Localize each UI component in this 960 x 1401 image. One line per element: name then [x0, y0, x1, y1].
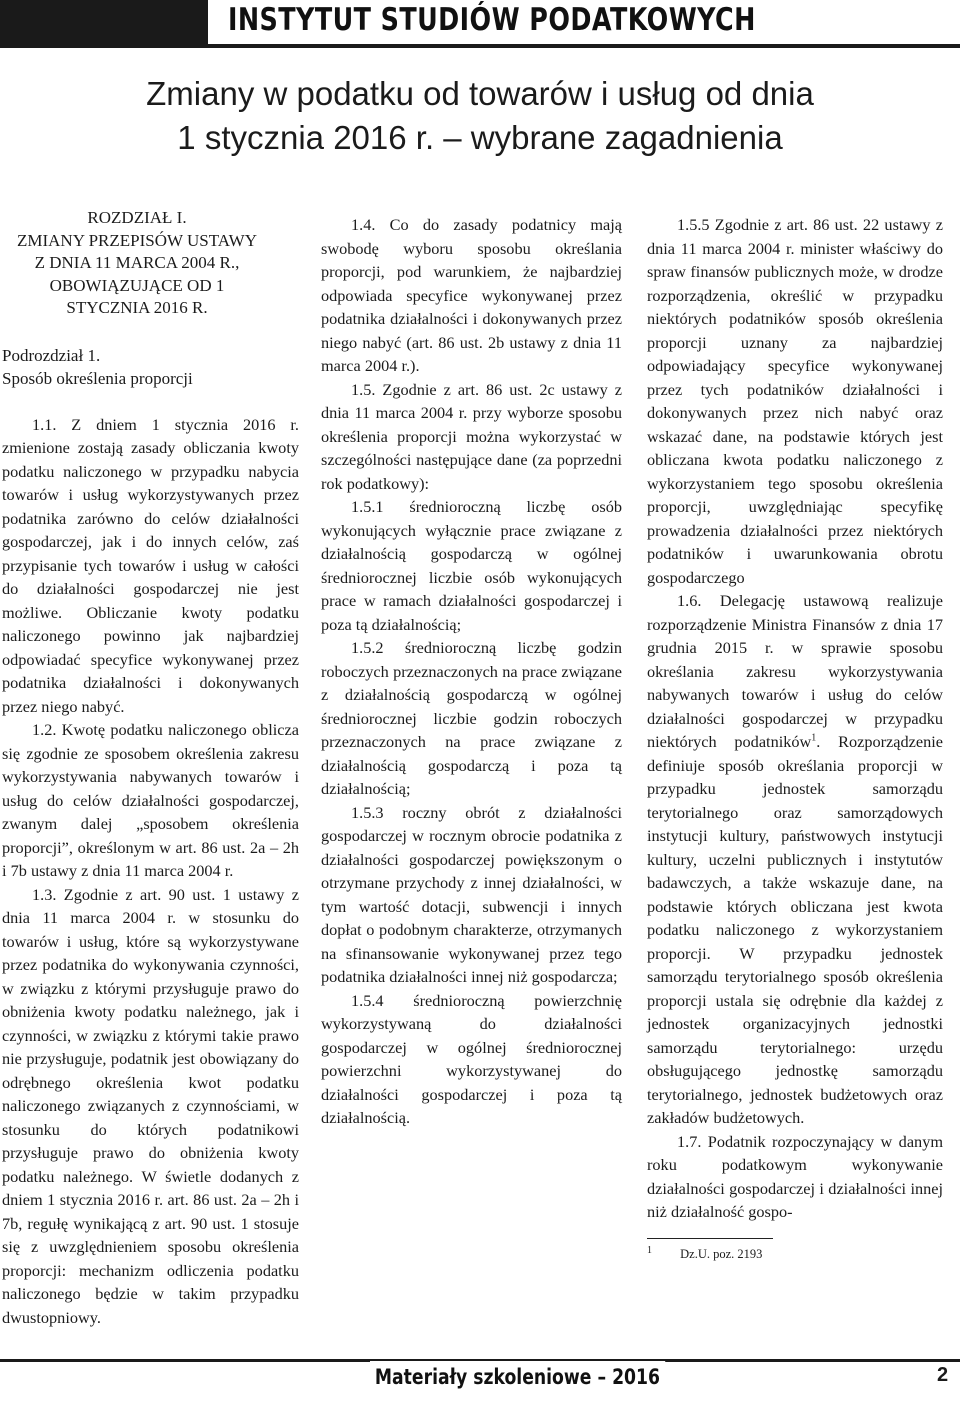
paragraph-1-5-3: 1.5.3 roczny obrót z działalności gospodarczej w rocznym obrocie podatnika z działalności gospodarczej powiększonym o otrzymane przychody z innej działalności, w tym wartość dotacji, subwencji i innych dopłat o podobnym charakterze, otrzymanych na sfinansowanie wykonywanej przez tego podatnika działalności innej niż gospodarcza; — [321, 802, 622, 986]
page-header — [0, 0, 960, 54]
document-title — [0, 72, 960, 160]
chapter-line: ZMIANY PRZEPISÓW USTAWY — [16, 230, 257, 250]
footnote-rule — [647, 1238, 773, 1239]
paragraph-1-5-5: 1.5.5 Zgodnie z art. 86 ust. 22 ustawy z dnia 11 marca 2004 r. minister właściwy do spraw finansów publicznych może, w drodze rozporządzenia, określić w przypadku niektórych podatników sposób określenia proporcji uznany za najbardziej odpowiadający specyfice wykonywanej przez tych podatników działalności i dokonywanych przez nich nabyć oraz wskazać dane, na podstawie których jest obliczana kwota podatku naliczonego z wykorzystaniem tego sposobu określenia proporcji, uwzględniając specyfikę prowadzenia działalności przez niektórych podatników i uwarunkowania obrotu gospodarczego — [647, 215, 943, 587]
title-line-1: Zmiany w podatku od towarów i usług od dnia — [146, 75, 814, 112]
header-title: INSTYTUT STUDIÓW PODATKOWYCH — [228, 2, 756, 38]
footnote — [647, 1245, 943, 1263]
paragraph-1-6-text: 1.6. Delegację ustawową realizuje rozporządzenie Ministra Finansów z dnia 17 grudnia 2015 r. w sprawie sposobu określania zakresu wykorzystywania nabywanych towarów i usług do celów działalności gospodarczej w przypadku niektórych podatników — [647, 591, 943, 751]
paragraph-1-3: 1.3. Zgodnie z art. 90 ust. 1 ustawy z dnia 11 marca 2004 r. w stosunku do towarów i usług, które są wykorzystywane przez podatnika do wykonywania czynności, w związku z którymi przysługuje prawo do obniżenia kwoty podatku należnego, jak i czynności, w związku z którymi takie prawo nie przysługuje, podatnik jest obowiązany do odrębnego określenia kwot podatku naliczonego związanych z czynnościami, w stosunku do których podatnikowi przysługuje prawo do obniżenia kwoty podatku należnego. W świetle dodanych z dniem 1 stycznia 2016 r. art. 86 ust. 2a – 2h i 7b, regułę wynikającą z art. 90 ust. 1 stosuje się z uwzględnieniem sposobu określenia proporcji: mechanizm odliczenia podatku naliczonego będzie w takim przypadku dwustopniowy. — [2, 884, 299, 1327]
text-column-3 — [647, 213, 943, 1263]
paragraph-1-5-2: 1.5.2 średnioroczną liczbę godzin roboczych przeznaczonych na prace związane z działalnością gospodarczą w ogólnej średniorocznej liczbie godzin roboczych przeznaczonych na prace związane z działalnością gospodarczą i poza tą działalnością; — [321, 638, 622, 798]
header-rule — [0, 44, 960, 48]
footnote-number: 1 — [647, 1244, 652, 1256]
chapter-line: STYCZNIA 2016 R. — [66, 298, 208, 317]
paragraph-1-7: 1.7. Podatnik rozpoczynający w danym roku podatkowym wykonywanie działalności gospodarczej i działalności innej niż działalność gospo- — [647, 1131, 943, 1221]
paragraph-1-6 — [647, 589, 943, 1130]
paragraph-1-6-text-cont: . Rozporządzenie definiuje sposób określania proporcji w przypadku jednostek samorządu terytorialnego oraz samorządowych instytucji kultury, państwowych instytucji kultury, uczelni publicznych i instytutów badawczych, a także wskazuje dane, na podstawie których obliczana jest kwota podatku naliczonego z wykorzystaniem proporcji. W przypadku jednostek samorządu terytorialnego sposób określenia proporcji ustala się odrębnie dla każdej z jednostek organizacyjnych jednostki samorządu terytorialnego: urzędu obsługującego jednostkę samorządu terytorialnego, jednostek budżetowych oraz zakładów budżetowych. — [647, 732, 943, 1127]
chapter-line: Z DNIA 11 MARCA 2004 R., — [34, 253, 240, 272]
subchapter-title: Sposób określenia proporcji — [2, 368, 193, 388]
footer-label: Materiały szkoleniowe – 2016 — [370, 1361, 665, 1393]
header-dark-bar — [0, 0, 208, 44]
paragraph-1-5: 1.5. Zgodnie z art. 86 ust. 2c ustawy z dnia 11 marca 2004 r. przy wyborze sposobu określenia proporcji można wykorzystać w szczególności następujące dane (za poprzedni rok podatkowy): — [321, 379, 622, 493]
chapter-line: ROZDZIAŁ I. — [87, 208, 187, 227]
paragraph-1-5-1: 1.5.1 średnioroczną liczbę osób wykonujących wyłącznie prace związane z działalnością gospodarczą w ogólnej średniorocznej liczbie osób wykonujących prace w ramach działalności gospodarczej i poza tą działalnością; — [321, 497, 622, 634]
paragraph-1-1: 1.1. Z dniem 1 stycznia 2016 r. zmienione zostają zasady obliczania kwoty podatku naliczonego w przypadku nabycia towarów i usług wykorzystywanych przez podatnika zarówno do celów działalności gospodarczej, jak i do innych celów, zaś przypisanie tych towarów i usług w całości do działalności gospodarczej nie jest możliwe. Obliczanie kwoty podatku naliczonego powinno jak najbardziej odpowiadać specyfice wykonywanej przez podatnika działalności i dokonywanych przez niego nabyć. — [2, 414, 299, 716]
paragraph-1-2: 1.2. Kwotę podatku naliczonego oblicza się zgodnie ze sposobem określenia zakresu wykorzystywania nabywanych towarów i usług do celów działalności gospodarczej, zwanym dalej „sposobem określenia proporcji”, określonym w art. 86 ust. 2a – 2h i 7b ustawy z dnia 11 marca 2004 r. — [2, 720, 299, 880]
title-line-2: 1 stycznia 2016 r. – wybrane zagadnienia — [177, 119, 783, 156]
text-column-2 — [321, 213, 622, 1130]
page-number: 2 — [937, 1364, 949, 1386]
text-column-1 — [2, 207, 299, 1329]
paragraph-1-4: 1.4. Co do zasady podatnicy mają swobodę wyboru sposobu określania proporcji, pod warunkiem, że najbardziej odpowiada specyfice wykonywanej przez podatnika działalności i dokonywanych przez niego nabyć (art. 86 ust. 2b ustawy z dnia 11 marca 2004 r.). — [321, 215, 622, 375]
chapter-heading — [2, 207, 272, 320]
subchapter-label: Podrozdział 1. — [2, 345, 101, 365]
footnote-ref: 1 — [811, 732, 817, 744]
chapter-line: OBOWIĄZUJĄCE OD 1 — [49, 275, 225, 295]
footnote-text: Dz.U. poz. 2193 — [680, 1246, 763, 1261]
paragraph-1-5-4: 1.5.4 średnioroczną powierzchnię wykorzystywaną do działalności gospodarczej w ogólnej średniorocznej powierzchni wykorzystywanej do działalności gospodarczej i poza tą działalnością. — [321, 990, 622, 1127]
